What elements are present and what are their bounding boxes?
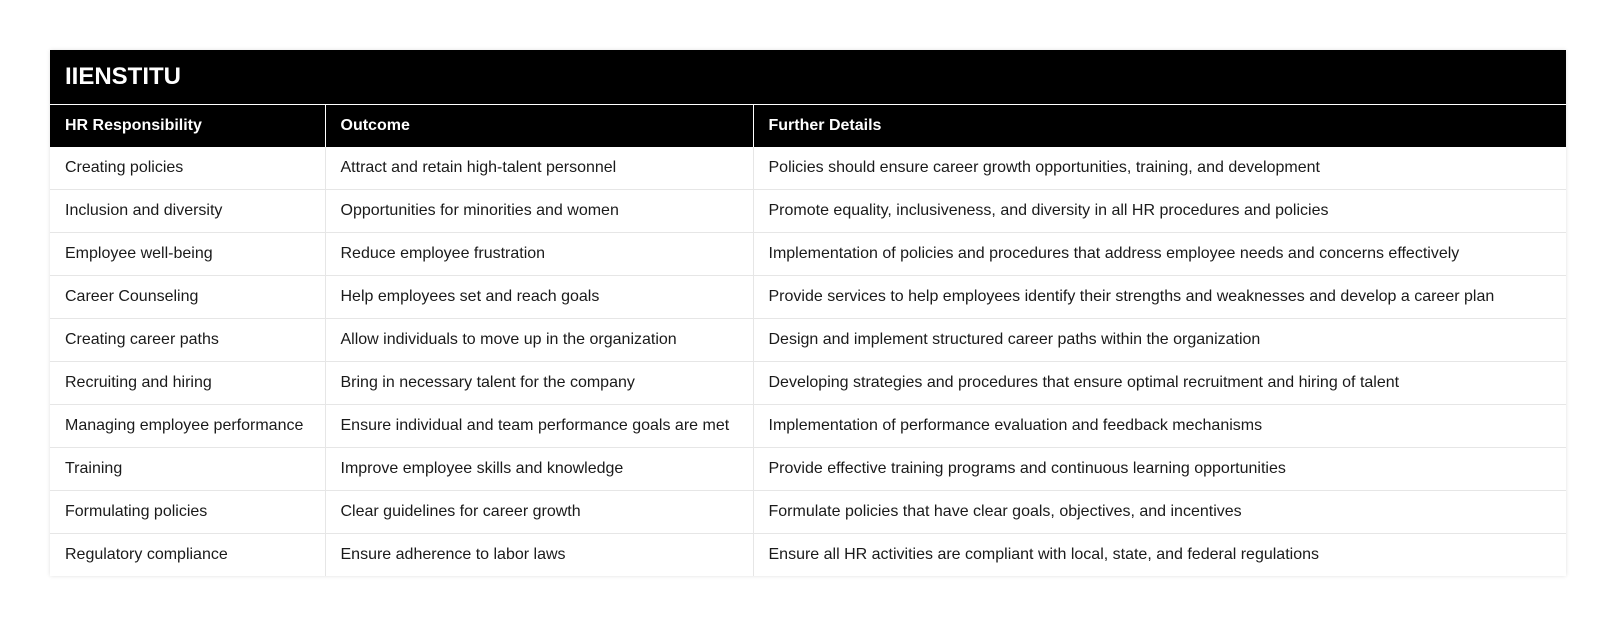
cell-outcome: Ensure individual and team performance goals are met (325, 405, 753, 448)
table-title: IIENSTITU (50, 50, 1566, 105)
cell-outcome: Help employees set and reach goals (325, 276, 753, 319)
data-table (50, 50, 1566, 576)
table-row (50, 448, 1566, 491)
table-row (50, 233, 1566, 276)
cell-further-details: Provide effective training programs and continuous learning opportunities (753, 448, 1566, 491)
cell-further-details: Developing strategies and procedures that ensure optimal recruitment and hiring of talent (753, 362, 1566, 405)
column-header-further-details: Further Details (753, 105, 1566, 148)
cell-further-details: Implementation of policies and procedures that address employee needs and concerns effectively (753, 233, 1566, 276)
cell-further-details: Provide services to help employees identify their strengths and weaknesses and develop a career plan (753, 276, 1566, 319)
cell-hr-responsibility: Regulatory compliance (50, 534, 325, 577)
cell-outcome: Clear guidelines for career growth (325, 491, 753, 534)
table-row (50, 276, 1566, 319)
table-row (50, 405, 1566, 448)
cell-hr-responsibility: Creating career paths (50, 319, 325, 362)
cell-hr-responsibility: Training (50, 448, 325, 491)
cell-outcome: Allow individuals to move up in the organization (325, 319, 753, 362)
cell-outcome: Opportunities for minorities and women (325, 190, 753, 233)
cell-hr-responsibility: Formulating policies (50, 491, 325, 534)
header-row (50, 105, 1566, 148)
cell-hr-responsibility: Inclusion and diversity (50, 190, 325, 233)
cell-outcome: Bring in necessary talent for the company (325, 362, 753, 405)
cell-hr-responsibility: Recruiting and hiring (50, 362, 325, 405)
cell-hr-responsibility: Creating policies (50, 147, 325, 190)
table-row (50, 190, 1566, 233)
column-header-outcome: Outcome (325, 105, 753, 148)
cell-further-details: Policies should ensure career growth opportunities, training, and development (753, 147, 1566, 190)
cell-hr-responsibility: Managing employee performance (50, 405, 325, 448)
title-row (50, 50, 1566, 105)
column-header-hr-responsibility: HR Responsibility (50, 105, 325, 148)
cell-further-details: Promote equality, inclusiveness, and diversity in all HR procedures and policies (753, 190, 1566, 233)
cell-outcome: Attract and retain high-talent personnel (325, 147, 753, 190)
cell-hr-responsibility: Career Counseling (50, 276, 325, 319)
table-row (50, 319, 1566, 362)
cell-further-details: Ensure all HR activities are compliant with local, state, and federal regulations (768, 546, 1319, 563)
table-row (50, 534, 1566, 577)
table-row (50, 362, 1566, 405)
cell-further-details: Implementation of performance evaluation and feedback mechanisms (753, 405, 1566, 448)
cell-further-details: Formulate policies that have clear goals, objectives, and incentives (753, 491, 1566, 534)
cell-hr-responsibility: Employee well-being (50, 233, 325, 276)
cell-outcome: Ensure adherence to labor laws (325, 534, 753, 577)
table-row (50, 491, 1566, 534)
cell-outcome: Reduce employee frustration (325, 233, 753, 276)
cell-outcome: Improve employee skills and knowledge (325, 448, 753, 491)
cell-further-details: Design and implement structured career paths within the organization (753, 319, 1566, 362)
hr-responsibilities-table (50, 50, 1566, 576)
table-row (50, 147, 1566, 190)
